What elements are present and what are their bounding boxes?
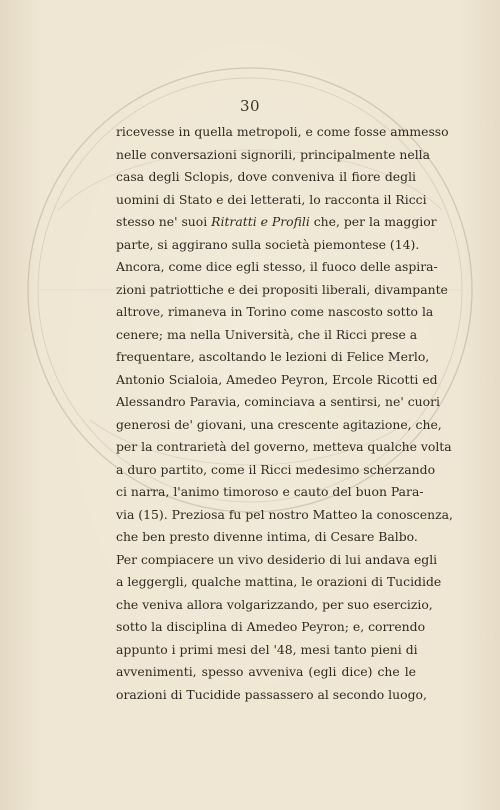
text-line-part: stesso ne' suoi	[116, 214, 212, 229]
text-line: che ben presto divenne intima, di Cesare Balbo.	[116, 529, 418, 544]
text-line: via (15). Preziosa fu pel nostro Matteo la conoscenza,	[116, 506, 453, 522]
text-line: avvenimenti, spesso avveniva (egli dice) che le	[116, 664, 416, 679]
text-line-with-italic-title	[116, 211, 437, 234]
text-line: cenere; ma nella Università, che il Ricci prese a	[116, 326, 418, 342]
text-line: altrove, rimaneva in Torino come nascosto sotto la	[116, 304, 434, 319]
text-line: frequentare, ascoltando le lezioni di Felice Merlo,	[116, 349, 430, 364]
text-line: uomini di Stato e dei letterati, lo racconta il Ricci	[116, 191, 427, 207]
text-line: a duro partito, come il Ricci medesimo scherzando	[116, 461, 436, 477]
text-line: Alessandro Paravia, cominciava a sentirsi, ne' cuori	[116, 394, 440, 409]
text-line: nelle conversazioni signorili, principalmente nella	[116, 146, 431, 162]
text-line: Ancora, come dice egli stesso, il fuoco delle aspira-	[116, 259, 438, 274]
text-line: ricevesse in quella metropoli, e come fosse ammesso	[116, 124, 449, 139]
text-line-part: che, per la maggior	[309, 214, 437, 229]
book-title-italic: Ritratti e Profili	[211, 214, 310, 229]
body-text	[116, 121, 453, 706]
page-number: 30	[239, 97, 261, 115]
text-line: sotto la disciplina di Amedeo Peyron; e, correndo	[116, 619, 426, 634]
text-line: casa degli Sclopis, dove conveniva il fiore degli	[116, 169, 416, 184]
text-line: a leggergli, qualche mattina, le orazioni di Tucidide	[116, 574, 442, 589]
text-line: appunto i primi mesi del '48, mesi tanto pieni di	[116, 641, 418, 657]
text-line: Antonio Scialoia, Amedeo Peyron, Ercole Ricotti ed	[116, 371, 438, 387]
text-line: Per compiacere un vivo desiderio di lui andava egli	[116, 551, 438, 567]
text-line: orazioni di Tucidide passassero al secondo luogo,	[116, 686, 427, 702]
text-line: zioni patriottiche e dei propositi liberali, divampante	[116, 281, 448, 297]
text-line: parte, si aggirano sulla società piemontese (14).	[116, 236, 420, 252]
text-line: che veniva allora volgarizzando, per suo esercizio,	[116, 596, 433, 612]
text-line: ci narra, l'animo timoroso e cauto del buon Para-	[116, 484, 424, 499]
text-line: per la contrarietà del governo, metteva qualche volta	[116, 439, 452, 454]
text-line: generosi de' giovani, una crescente agitazione, che,	[116, 416, 442, 432]
